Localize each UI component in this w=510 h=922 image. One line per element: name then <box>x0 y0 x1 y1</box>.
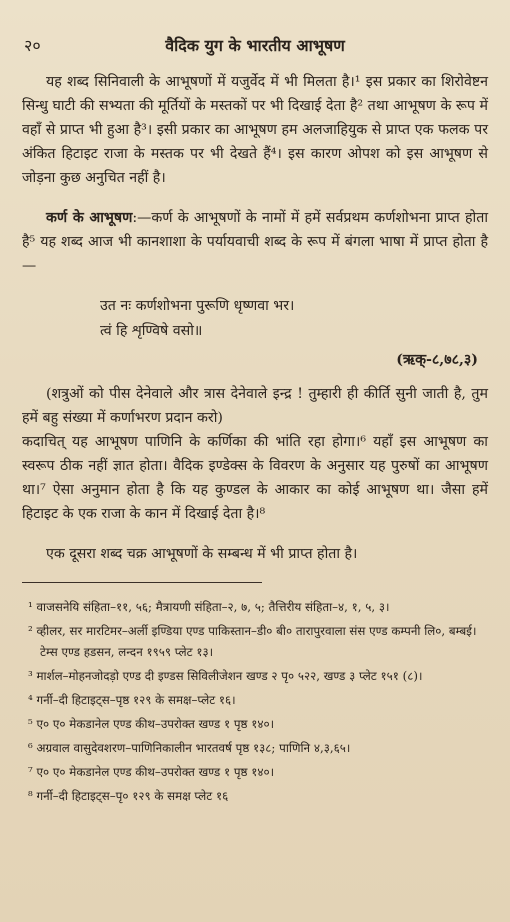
page-header <box>0 34 510 58</box>
verse-reference: (ऋक्-८,७८,३) <box>396 352 478 368</box>
karna-text: :—कर्ण के आभूषणों के नामों में हमें सर्वप्रथम कर्णशोभना प्राप्त होता है⁵ यह शब्द आज भी कानशाशा के पर्यायवाची शब्द के रूप में बंगला भाषा में प्राप्त होता है— <box>22 210 488 274</box>
footnote: ⁵ ए० ए० मेकडानेल एण्ड कीथ–उपरोक्त खण्ड १ पृष्ठ १४०। <box>28 717 275 731</box>
footnote: ⁸ गर्नी–दी हिटाइट्स–पृ० १२९ के समक्ष प्लेट १६ <box>28 789 229 803</box>
karna-heading: कर्ण के आभूषण <box>46 210 133 226</box>
translation: (शत्रुओं को पीस देनेवाले और त्रास देनेवाले इन्द्र ! तुम्हारी ही कीर्ति सुनी जाती है, तुम हमें बहु संख्या में कर्णाभरण प्रदान करो) <box>22 386 488 426</box>
footnote: ⁷ ए० ए० मेकडानेल एण्ड कीथ–उपरोक्त खण्ड १ पृष्ठ १४०। <box>28 765 275 779</box>
paragraph-1: यह शब्द सिनिवाली के आभूषणों में यजुर्वेद में भी मिलता है।¹ इस प्रकार का शिरोवेष्टन सिन्धु घाटी की सभ्यता की मूर्तियों के मस्तकों पर भी दिखाई देता है² तथा आभूषण के रूप में वहाँ से प्राप्त भी हुआ है³। इसी प्रकार का आभूषण हम अलजाहियुक से प्राप्त एक फलक पर अंकित हिटाइट राजा के मस्तक पर भी देखते हैं⁴। इस कारण ओपश को इस आभूषण से जोड़ना कुछ अनुचित नहीं है। <box>22 74 488 186</box>
footnote: ⁶ अग्रवाल वासुदेवशरण–पाणिनिकालीन भारतवर्ष पृष्ठ १३८; पाणिनि ४,३,६५। <box>28 741 351 755</box>
karna-paragraph <box>22 206 488 278</box>
page-number: २० <box>24 36 41 55</box>
footnotes <box>22 597 488 807</box>
paragraph-3: एक दूसरा शब्द चक्र आभूषणों के सम्बन्ध में भी प्राप्त होता है। <box>46 546 358 562</box>
verse-line-1: उत नः कर्णशोभना पुरूणि धृष्णवा भर। <box>100 298 295 314</box>
footnote: ² व्हीलर, सर मारटिमर–अर्ली इण्डिया एण्ड पाकिस्तान–डी० बी० तारापुरवाला संस एण्ड कम्पनी लि०, बम्बई। टेम्स एण्ड हडसन, लन्दन १९५९ प्लेट १३। <box>28 624 477 659</box>
footnote: ⁴ गर्नी–दी हिटाइट्स–पृष्ठ १२९ के समक्ष–प्लेट १६। <box>28 693 236 707</box>
paragraph-2: कदाचित् यह आभूषण पाणिनि के कर्णिका की भांति रहा होगा।⁶ यहाँ इस आभूषण का स्वरूप ठीक नहीं ज्ञात होता। वैदिक इण्डेक्स के विवरण के अनुसार यह पुरुषों का आभूषण था।⁷ ऐसा अनुमान होता है कि यह कुण्डल के आकार का कोई आभूषण था। जैसा हमें हिटाइट के एक राजा के कान में दिखाई देता है।⁸ <box>22 434 488 522</box>
footnote: ¹ वाजसनेयि संहिता–११, ५६; मैत्रायणी संहिता–२, ७, ५; तैत्तिरीय संहिता–४, १, ५, ३। <box>28 600 390 614</box>
page-body <box>22 70 488 810</box>
verse-line-2: त्वं हि शृण्विषे वसो॥ <box>100 323 203 339</box>
running-title: वैदिक युग के भारतीय आभूषण <box>165 36 345 55</box>
footnote: ³ मार्शल–मोहनजोदड़ो एण्ड दी इण्डस सिविलीजेशन खण्ड २ पृ० ५२२, खण्ड ३ प्लेट १५१ (८)। <box>28 669 423 683</box>
footnote-divider <box>22 582 262 583</box>
